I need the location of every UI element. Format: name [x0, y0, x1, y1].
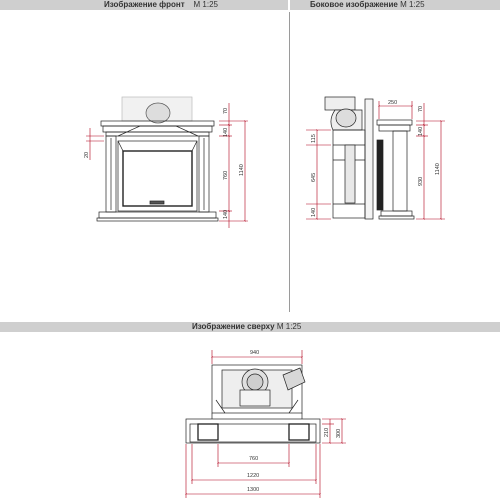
dim-side-1140: 1140 — [435, 163, 441, 175]
front-view-drawing — [97, 97, 218, 221]
top-view-drawing — [186, 365, 320, 443]
dim-front-760: 760 — [223, 170, 229, 180]
dim-front-20: 20 — [84, 151, 90, 158]
dim-side-140-bottom: 140 — [311, 207, 317, 217]
side-dimensions — [306, 101, 445, 219]
dim-side-115: 115 — [311, 134, 317, 143]
side-view-title: Боковое изображение М 1:25 — [310, 0, 425, 9]
dim-top-1220: 1220 — [247, 473, 260, 479]
front-dimensions — [86, 103, 248, 228]
dim-front-1140: 1140 — [239, 164, 245, 176]
dim-front-140-top: 140 — [223, 127, 229, 137]
dim-top-300: 300 — [336, 428, 342, 438]
dim-top-760: 760 — [249, 456, 259, 462]
dim-front-140-bottom: 140 — [223, 209, 229, 219]
dim-side-645: 645 — [311, 172, 317, 182]
dim-top-1300: 1300 — [247, 487, 260, 493]
dim-side-140-top: 140 — [418, 126, 424, 136]
dim-side-70: 70 — [418, 105, 424, 112]
dim-side-250: 250 — [388, 100, 398, 106]
dim-side-930: 930 — [418, 176, 424, 186]
top-view-title: Изображение сверху М 1:25 — [192, 322, 302, 331]
dim-top-210: 210 — [324, 427, 330, 437]
dim-front-70: 70 — [223, 107, 229, 114]
side-view-drawing — [325, 97, 414, 219]
front-view-title: Изображение фронт М 1:25 — [104, 0, 219, 9]
dim-top-940: 940 — [250, 350, 260, 356]
